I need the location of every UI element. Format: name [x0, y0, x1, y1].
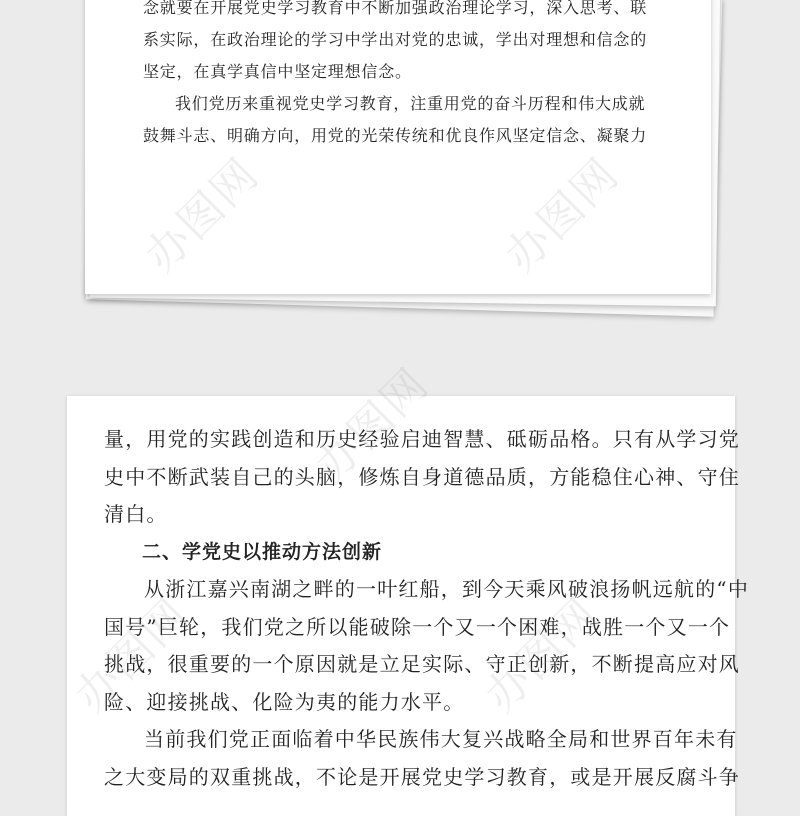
text-line: 国号”巨轮，我们党之所以能破除一个又一个困难，战胜一个又一个: [104, 614, 731, 639]
section-heading: 二、学党史以推动方法创新: [142, 540, 383, 563]
text-line: 之大变局的双重挑战，不论是开展党史学习教育，或是开展反腐斗争: [104, 764, 740, 789]
text-line: 险、迎接挑战、化险为夷的能力水平。: [104, 689, 465, 714]
paragraph: [104, 721, 740, 796]
text-line: 鼓舞斗志、明确方向，用党的光荣传统和优良作风坚定信念、凝聚力: [143, 126, 648, 145]
paragraph: [104, 421, 740, 534]
text-line: 系实际，在政治理论的学习中学出对党的忠诚，学出对理想和信念的: [143, 30, 648, 49]
document-page-bottom: [67, 396, 750, 816]
text-line: 量，用党的实践创造和历史经验启迪智慧、砥砺品格。只有从学习党: [104, 427, 740, 451]
text-line: 当前我们党正面临着中华民族伟大复兴战略全局和世界百年未有: [144, 727, 738, 751]
top-page-text: [143, 0, 663, 152]
text-line: 我们党历来重视党史学习教育，注重用党的奋斗历程和伟大成就: [175, 94, 646, 113]
text-line: 坚定，在真学真信中坚定理想信念。: [143, 62, 412, 81]
text-line: 清白。: [104, 502, 168, 526]
text-line: 史中不断武装自己的头脑，修炼自身道德品质，方能稳住心神、守住: [104, 464, 740, 489]
document-page-top: [85, 0, 711, 294]
paragraph: [104, 571, 750, 721]
bottom-page-text: [104, 421, 750, 796]
text-line: 念就要在开展党史学习教育中不断加强政治理论学习，深入思考、联: [143, 0, 648, 17]
text-line: 从浙江嘉兴南湖之畔的一叶红船，到今天乘风破浪扬帆远航的“中: [144, 577, 750, 601]
text-line: 挑战，很重要的一个原因就是立足实际、守正创新，不断提高应对风: [104, 652, 740, 676]
